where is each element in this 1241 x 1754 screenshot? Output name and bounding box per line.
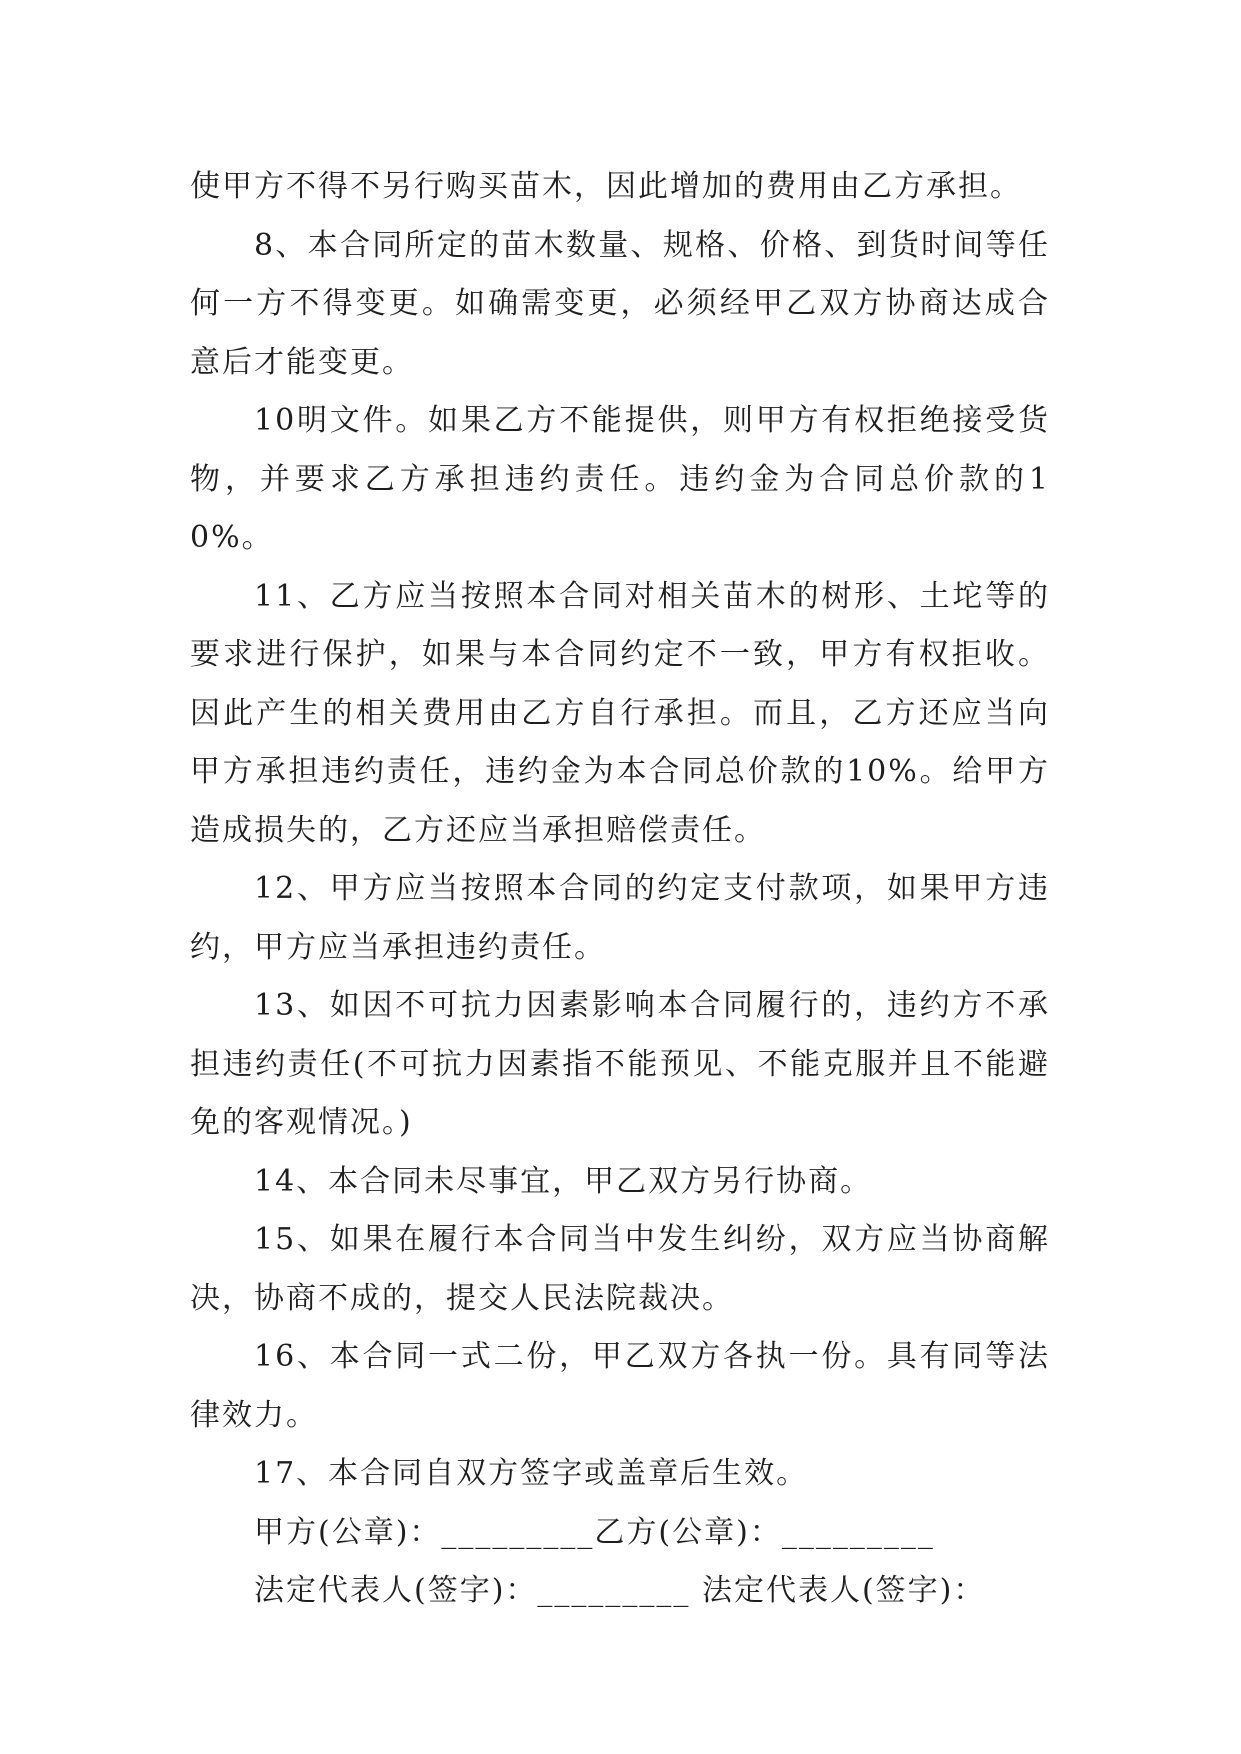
contract-body bbox=[190, 158, 1050, 1621]
paragraph-clause-13: 13、如因不可抗力因素影响本合同履行的，违约方不承担违约责任(不可抗力因素指不能预见、不能克服并且不能避免的客观情况。) bbox=[190, 988, 1050, 1140]
signature-line-seals: 甲方(公章)：_________乙方(公章)：_________ bbox=[254, 1514, 935, 1550]
paragraph-continuation: 使甲方不得不另行购买苗木，因此增加的费用由乙方承担。 bbox=[190, 169, 1022, 204]
signature-line-representatives: 法定代表人(签字)：_________ 法定代表人(签字)： bbox=[254, 1573, 986, 1608]
paragraph-clause-16: 16、本合同一式二份，甲乙双方各执一份。具有同等法律效力。 bbox=[190, 1339, 1050, 1433]
paragraph-clause-14: 14、本合同未尽事宜，甲乙双方另行协商。 bbox=[254, 1163, 873, 1199]
paragraph-clause-17: 17、本合同自双方签字或盖章后生效。 bbox=[254, 1456, 809, 1491]
paragraph-clause-11: 11、乙方应当按照本合同对相关苗木的树形、土坨等的要求进行保护，如果与本合同约定不一致，甲方有权拒收。因此产生的相关费用由乙方自行承担。而且，乙方还应当向甲方承担违约责任，违约金为本合同总价款的10%。给甲方造成损失的，乙方还应当承担赔偿责任。 bbox=[190, 578, 1050, 848]
paragraph-clause-15: 15、如果在履行本合同当中发生纠纷，双方应当协商解决，协商不成的，提交人民法院裁决。 bbox=[190, 1222, 1050, 1316]
paragraph-clause-10: 10明文件。如果乙方不能提供，则甲方有权拒绝接受货物，并要求乙方承担违约责任。违约金为合同总价款的10%。 bbox=[190, 403, 1050, 555]
paragraph-clause-8: 8、本合同所定的苗木数量、规格、价格、到货时间等任何一方不得变更。如确需变更，必须经甲乙双方协商达成合意后才能变更。 bbox=[190, 227, 1050, 380]
paragraph-clause-12: 12、甲方应当按照本合同的约定支付款项，如果甲方违约，甲方应当承担违约责任。 bbox=[190, 871, 1050, 965]
